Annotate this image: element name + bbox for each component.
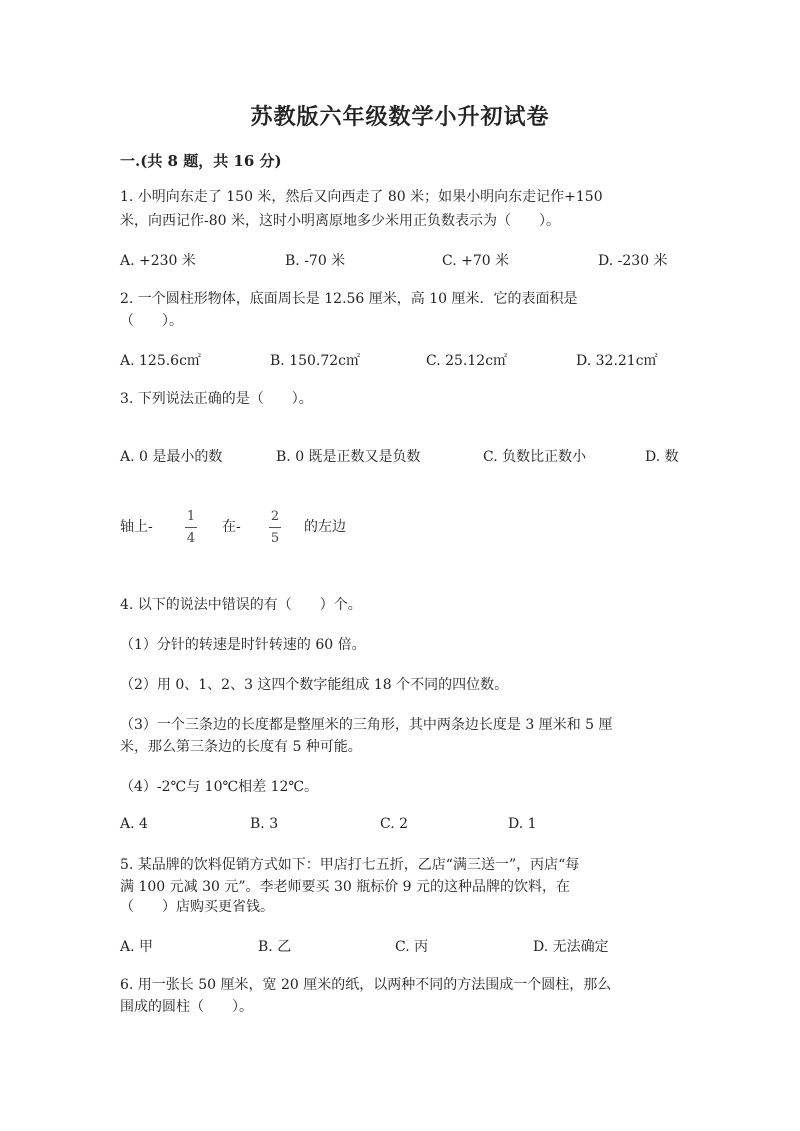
question-1-option-b: B. -70 米 (285, 253, 346, 269)
fraction-one-quarter (184, 509, 198, 546)
question-2-option-a: A. 125.6c㎡ (120, 353, 201, 369)
question-3-option-d: D. 数 (645, 449, 679, 465)
section-heading: 一.(共 8 题，共 16 分) (120, 152, 282, 170)
question-5-line-3: （ ）店购买更省钱。 (120, 899, 274, 915)
question-4-option-b: B. 3 (250, 816, 279, 832)
question-4-statement-3a: （3）一个三条边的长度都是整厘米的三角形，其中两条边长度是 3 厘米和 5 厘 (120, 717, 613, 733)
question-5-option-b: B. 乙 (258, 939, 292, 955)
question-2-option-d: D. 32.21c㎡ (576, 353, 658, 369)
fraction-bar (269, 527, 281, 528)
question-1-option-c: C. +70 米 (442, 253, 510, 269)
question-1-option-a: A. +230 米 (120, 253, 196, 269)
question-3-option-d-cont-1: 轴上- (120, 519, 153, 535)
fraction-denominator: 4 (186, 531, 196, 546)
question-6-line-2: 围成的圆柱（ ）。 (120, 999, 253, 1015)
question-3-option-d-cont-2: 在- (222, 519, 241, 535)
question-4-line-1: 4. 以下的说法中错误的有（ ）个。 (120, 597, 362, 613)
exam-title: 苏教版六年级数学小升初试卷 (250, 104, 550, 130)
question-4-statement-4: （4）-2℃与 10℃相差 12℃。 (120, 779, 319, 795)
question-3-option-d-cont-3: 的左边 (304, 519, 346, 535)
question-5-option-d: D. 无法确定 (533, 939, 609, 955)
question-1-option-d: D. -230 米 (598, 253, 668, 269)
question-1-line-2: 米，向西记作-80 米，这时小明离原地多少米用正负数表示为（ ）。 (120, 213, 560, 229)
question-4-option-a: A. 4 (120, 816, 148, 832)
question-5-option-a: A. 甲 (120, 939, 154, 955)
question-5-line-2: 满 100 元减 30 元”。李老师要买 30 瓶标价 9 元的这种品牌的饮料，在 (120, 879, 571, 895)
fraction-two-fifths (268, 509, 282, 546)
fraction-denominator: 5 (270, 531, 280, 546)
question-3-line-1: 3. 下列说法正确的是（ ）。 (120, 391, 313, 407)
question-3-option-c: C. 负数比正数小 (483, 449, 587, 465)
fraction-bar (185, 527, 197, 528)
question-2-line-2: （ ）。 (120, 313, 183, 329)
question-4-statement-1: （1）分针的转速是时针转速的 60 倍。 (120, 637, 366, 653)
question-5-line-1: 5. 某品牌的饮料促销方式如下：甲店打七五折，乙店“满三送一”，丙店“每 (120, 857, 580, 873)
question-2-option-b: B. 150.72c㎡ (270, 353, 361, 369)
question-4-option-c: C. 2 (380, 816, 409, 832)
question-3-option-b: B. 0 既是正数又是负数 (276, 449, 421, 465)
question-5-option-c: C. 丙 (395, 939, 429, 955)
question-1-line-1: 1. 小明向东走了 150 米，然后又向西走了 80 米；如果小明向东走记作+150 (120, 189, 603, 205)
question-2-line-1: 2. 一个圆柱形物体，底面周长是 12.56 厘米，高 10 厘米．它的表面积是 (120, 291, 578, 307)
question-4-statement-2: （2）用 0、1、2、3 这四个数字能组成 18 个不同的四位数。 (120, 677, 509, 693)
fraction-numerator: 2 (270, 509, 280, 524)
question-6-line-1: 6. 用一张长 50 厘米，宽 20 厘米的纸，以两种不同的方法围成一个圆柱，那么 (120, 977, 612, 993)
question-4-statement-3b: 米，那么第三条边的长度有 5 种可能。 (120, 739, 362, 755)
question-3-option-a: A. 0 是最小的数 (120, 449, 223, 465)
question-2-option-c: C. 25.12c㎡ (426, 353, 508, 369)
question-4-option-d: D. 1 (508, 816, 537, 832)
fraction-numerator: 1 (186, 509, 196, 524)
